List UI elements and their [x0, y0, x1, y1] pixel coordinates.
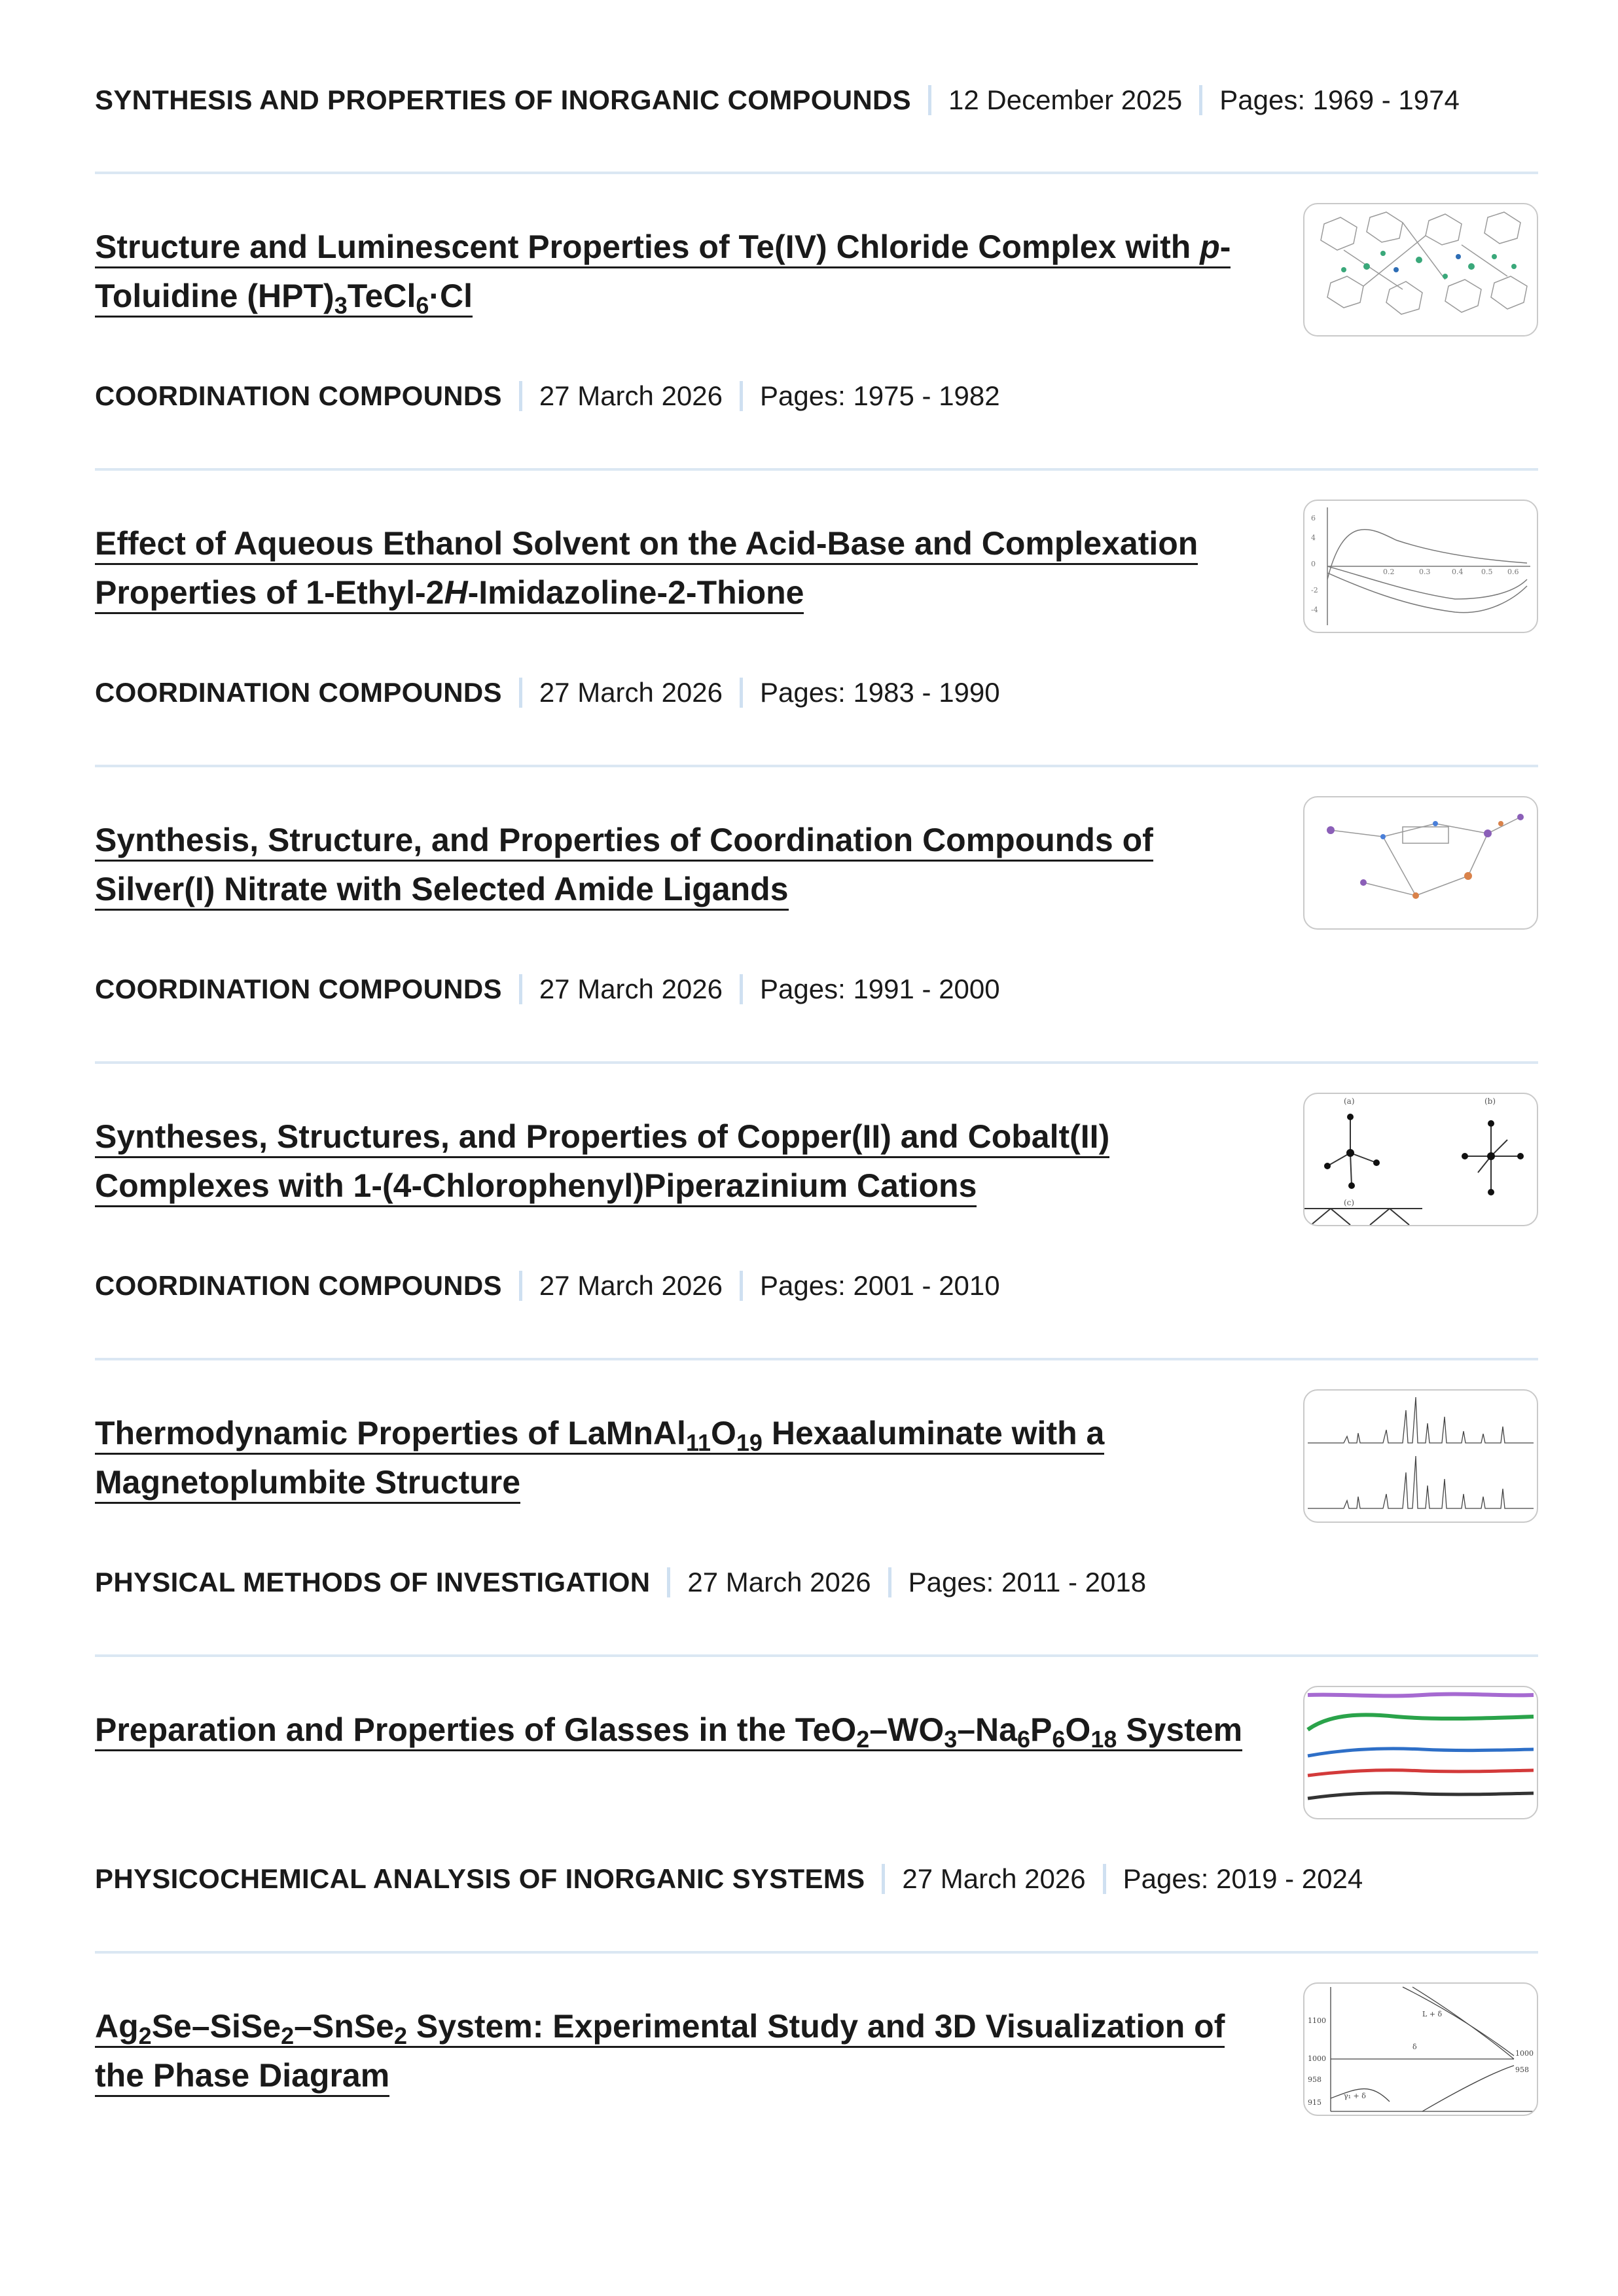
publish-date: 27 March 2026	[902, 1863, 1086, 1894]
svg-text:0.6: 0.6	[1507, 568, 1519, 576]
divider	[95, 1654, 1538, 1657]
meta-separator	[1103, 1864, 1106, 1894]
top-meta-block	[95, 81, 1538, 120]
svg-text:6: 6	[1311, 514, 1316, 522]
svg-text:(c): (c)	[1344, 1198, 1355, 1207]
divider	[95, 765, 1538, 767]
meta-separator	[519, 381, 522, 411]
crystal-structure-icon[interactable]	[1303, 203, 1538, 337]
article-meta	[95, 1859, 1363, 1899]
meta-separator	[667, 1567, 670, 1597]
article-title-link[interactable]: Thermodynamic Properties of $LaMnAl_{11}O_{19}$ Hexaaluminate with a Magnetoplumbite Structure	[95, 1415, 1104, 1504]
svg-text:δ: δ	[1412, 2043, 1417, 2051]
divider	[95, 468, 1538, 471]
article-title	[95, 519, 1260, 617]
svg-text:958: 958	[1308, 2075, 1321, 2084]
article-title-link[interactable]: Syntheses, Structures, and Properties of Copper(II) and Cobalt(II) Complexes with 1-(4-Chlorophenyl)Piperazinium Cations	[95, 1118, 1109, 1207]
publish-date: 27 March 2026	[539, 974, 723, 1004]
page-range: Pages: 1969 - 1974	[1219, 84, 1460, 115]
publish-date: 12 December 2025	[948, 84, 1183, 115]
svg-text:L + δ: L + δ	[1422, 2010, 1443, 2018]
meta-separator	[519, 678, 522, 708]
svg-text:1000: 1000	[1515, 2049, 1534, 2058]
category-link[interactable]: COORDINATION COMPOUNDS	[95, 1270, 502, 1301]
article-title	[95, 1112, 1260, 1211]
page-range: Pages: 1991 - 2000	[760, 974, 1000, 1004]
divider	[95, 172, 1538, 174]
meta-separator	[740, 381, 743, 411]
article-title-link[interactable]: Synthesis, Structure, and Properties of Coordination Compounds of Silver(I) Nitrate with Selected Amide Ligands	[95, 822, 1153, 911]
energy-curve-plot-icon[interactable]	[1303, 500, 1538, 633]
page-range: Pages: 2001 - 2010	[760, 1270, 1000, 1301]
article-title-link[interactable]: Effect of Aqueous Ethanol Solvent on the Acid-Base and Complexation Properties of 1-Ethyl-2H-Imidazoline-2-Thione	[95, 525, 1198, 614]
meta-separator	[928, 85, 931, 115]
molecular-structure-icon[interactable]	[1303, 796, 1538, 930]
phase-diagram-icon[interactable]	[1303, 1982, 1538, 2116]
article-title-link[interactable]: Structure and Luminescent Properties of Te(IV) Chloride Complex with p-Toluidine $(HPT)_3TeCl_6\cdot Cl$	[95, 228, 1231, 319]
publish-date: 27 March 2026	[687, 1567, 871, 1597]
page-range: Pages: 2019 - 2024	[1123, 1863, 1363, 1894]
category-link[interactable]: COORDINATION COMPOUNDS	[95, 677, 502, 708]
divider	[95, 1358, 1538, 1360]
publish-date: 27 March 2026	[539, 1270, 723, 1301]
page-range: Pages: 1983 - 1990	[760, 677, 1000, 708]
article-meta	[95, 81, 1538, 120]
article-title-link[interactable]: Preparation and Properties of Glasses in the $TeO_2-WO_3-Na_6P_6O_{18}$ System	[95, 1711, 1243, 1753]
divider	[95, 1061, 1538, 1064]
article-meta	[95, 673, 1000, 712]
svg-text:(a): (a)	[1344, 1097, 1355, 1106]
svg-text:0: 0	[1311, 560, 1316, 568]
meta-separator	[740, 678, 743, 708]
article-meta	[95, 1266, 1000, 1305]
svg-text:1100: 1100	[1308, 2016, 1326, 2025]
meta-separator	[740, 974, 743, 1004]
meta-separator	[519, 1271, 522, 1301]
meta-separator	[888, 1567, 891, 1597]
svg-text:958: 958	[1515, 2066, 1529, 2074]
article-title	[95, 816, 1260, 914]
coordination-geometry-icon[interactable]	[1303, 1093, 1538, 1226]
article-meta	[95, 970, 1000, 1009]
article-meta	[95, 1563, 1146, 1602]
svg-text:-2: -2	[1311, 586, 1318, 594]
meta-separator	[1199, 85, 1202, 115]
svg-text:γ₁ + δ: γ₁ + δ	[1344, 2092, 1366, 2100]
article-title	[95, 223, 1260, 321]
svg-text:0.3: 0.3	[1419, 568, 1431, 576]
meta-separator	[519, 974, 522, 1004]
category-link[interactable]: COORDINATION COMPOUNDS	[95, 380, 502, 411]
xrd-pattern-icon[interactable]	[1303, 1389, 1538, 1523]
article-title	[95, 1409, 1260, 1507]
page-range: Pages: 1975 - 1982	[760, 380, 1000, 411]
svg-text:915: 915	[1308, 2098, 1321, 2107]
svg-text:-4: -4	[1311, 606, 1318, 614]
divider	[95, 1951, 1538, 1954]
category-link[interactable]: SYNTHESIS AND PROPERTIES OF INORGANIC COMPOUNDS	[95, 84, 911, 115]
category-link[interactable]: COORDINATION COMPOUNDS	[95, 974, 502, 1004]
svg-text:(b): (b)	[1484, 1097, 1496, 1106]
spectra-plot-icon[interactable]	[1303, 1686, 1538, 1819]
svg-text:4: 4	[1311, 534, 1316, 542]
article-title	[95, 1705, 1260, 1755]
publish-date: 27 March 2026	[539, 380, 723, 411]
svg-text:1000: 1000	[1308, 2054, 1326, 2063]
page-range: Pages: 2011 - 2018	[908, 1567, 1147, 1597]
meta-separator	[740, 1271, 743, 1301]
category-link[interactable]: PHYSICOCHEMICAL ANALYSIS OF INORGANIC SYSTEMS	[95, 1863, 865, 1894]
article-title	[95, 2002, 1260, 2100]
category-link[interactable]: PHYSICAL METHODS OF INVESTIGATION	[95, 1567, 651, 1597]
svg-text:0.4: 0.4	[1452, 568, 1464, 576]
svg-text:0.2: 0.2	[1383, 568, 1395, 576]
publish-date: 27 March 2026	[539, 677, 723, 708]
article-title-link[interactable]: $Ag_2Se-SiSe_2-SnSe_2$ System: Experimental Study and 3D Visualization of the Phase Diagram	[95, 2008, 1225, 2097]
svg-text:0.5: 0.5	[1481, 568, 1493, 576]
article-meta	[95, 376, 1000, 416]
meta-separator	[882, 1864, 885, 1894]
